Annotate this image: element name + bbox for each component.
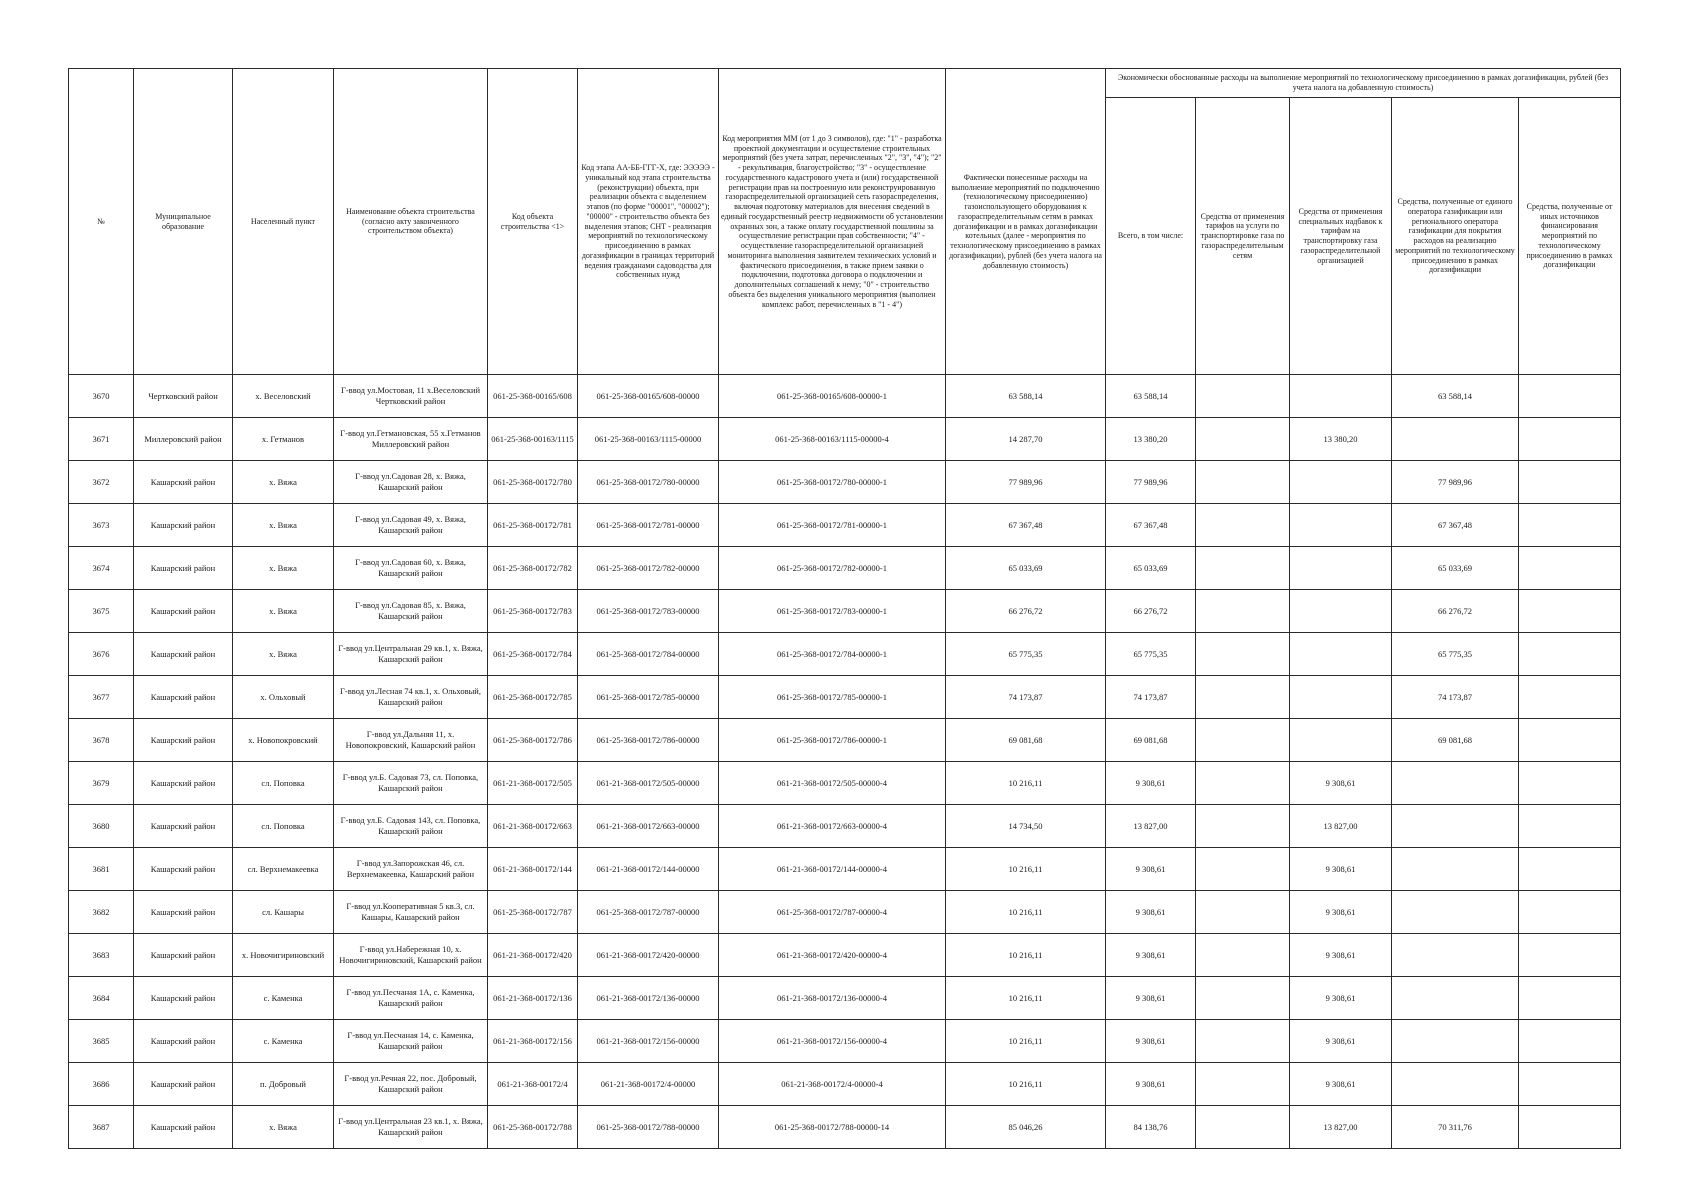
cell-object-code: 061-21-368-00172/136 [488, 977, 578, 1020]
cell-special-surcharge: 9 308,61 [1290, 762, 1392, 805]
cell-object-code: 061-21-368-00172/4 [488, 1063, 578, 1106]
cell-other-sources [1519, 805, 1621, 848]
cell-event-code: 061-21-368-00172/144-00000-4 [719, 848, 946, 891]
cell-actual-costs: 14 287,70 [946, 418, 1106, 461]
cell-total: 9 308,61 [1106, 891, 1196, 934]
cell-stage-code: 061-21-368-00172/663-00000 [578, 805, 719, 848]
header-event-code: Код мероприятия ММ (от 1 до 3 символов), где: "1" - разработка проектной документации и осуществление строительных мероприятий (без учета затрат, перечисленных "2", "3", "4"); "2" - рекультивация, благоустройство; "3" - осуществление государственного кадастрового учета и (или) государственной регистрации прав на построенную или реконструированную газораспределительной организацией сеть газораспределения, включая подготовку материалов для внесения сведений в единый государственный реестр недвижимости об установлении охранных зон, а также оплату государственной пошлины за осуществление регистрации прав собственности; "4" - осуществление газораспределительной организацией мониторинга выполнения заявителем технических условий и фактического присоединения, в также прием заявки о подключении, подготовка договора о подключении и дополнительных соглашений к нему; "0" - строительство объекта без выделения уникального мероприятия (выполнен комплекс работ, перечисленных в "1 - 4") [719, 69, 946, 375]
cell-event-code: 061-25-368-00163/1115-00000-4 [719, 418, 946, 461]
cell-object-code: 061-21-368-00172/420 [488, 934, 578, 977]
cell-special-surcharge [1290, 676, 1392, 719]
cell-other-sources [1519, 891, 1621, 934]
cell-actual-costs: 66 276,72 [946, 590, 1106, 633]
cell-object-name: Г-ввод ул.Садовая 49, х. Вяжа, Кашарский район [334, 504, 488, 547]
cell-special-surcharge [1290, 504, 1392, 547]
cell-object-name: Г-ввод ул.Центральная 23 кв.1, х. Вяжа, Кашарский район [334, 1106, 488, 1149]
cell-stage-code: 061-21-368-00172/144-00000 [578, 848, 719, 891]
cell-object-name: Г-ввод ул.Кооперативная 5 кв.3, сл. Кашары, Кашарский район [334, 891, 488, 934]
cell-settlement: х. Вяжа [233, 461, 334, 504]
cell-stage-code: 061-25-368-00172/784-00000 [578, 633, 719, 676]
cell-stage-code: 061-25-368-00165/608-00000 [578, 375, 719, 418]
cell-object-name: Г-ввод ул.Песчаная 14, с. Каменка, Кашарский район [334, 1020, 488, 1063]
cell-regional-operator [1392, 934, 1519, 977]
cell-regional-operator [1392, 1063, 1519, 1106]
cell-actual-costs: 77 989,96 [946, 461, 1106, 504]
table-row [69, 891, 1621, 934]
cell-total: 74 173,87 [1106, 676, 1196, 719]
cell-actual-costs: 10 216,11 [946, 848, 1106, 891]
cell-object-name: Г-ввод ул.Садовая 60, х. Вяжа, Кашарский район [334, 547, 488, 590]
cell-stage-code: 061-21-368-00172/136-00000 [578, 977, 719, 1020]
cell-stage-code: 061-25-368-00172/781-00000 [578, 504, 719, 547]
cell-actual-costs: 10 216,11 [946, 1063, 1106, 1106]
table-row [69, 977, 1621, 1020]
cell-event-code: 061-25-368-00172/783-00000-1 [719, 590, 946, 633]
cell-tariff-transport [1196, 461, 1290, 504]
cell-municipality: Кашарский район [134, 1106, 233, 1149]
cell-tariff-transport [1196, 891, 1290, 934]
cell-municipality: Кашарский район [134, 934, 233, 977]
cell-regional-operator: 69 081,68 [1392, 719, 1519, 762]
table-row [69, 1063, 1621, 1106]
cell-tariff-transport [1196, 676, 1290, 719]
table-row [69, 934, 1621, 977]
cell-special-surcharge: 9 308,61 [1290, 1063, 1392, 1106]
cell-object-name: Г-ввод ул.Запорожская 46, сл. Верхнемакеевка, Кашарский район [334, 848, 488, 891]
cell-special-surcharge [1290, 590, 1392, 633]
cell-municipality: Кашарский район [134, 1020, 233, 1063]
cell-tariff-transport [1196, 547, 1290, 590]
cell-stage-code: 061-25-368-00163/1115-00000 [578, 418, 719, 461]
cell-number: 3685 [69, 1020, 134, 1063]
cell-tariff-transport [1196, 1063, 1290, 1106]
table-row [69, 375, 1621, 418]
cell-municipality: Кашарский район [134, 848, 233, 891]
cell-regional-operator: 63 588,14 [1392, 375, 1519, 418]
table-row [69, 805, 1621, 848]
cell-object-code: 061-21-368-00172/144 [488, 848, 578, 891]
cell-actual-costs: 10 216,11 [946, 891, 1106, 934]
header-special-surcharge: Средства от применения специальных надбавок к тарифам на транспортировку газа газораспределительной организацией [1290, 98, 1392, 375]
cell-settlement: сл. Кашары [233, 891, 334, 934]
cell-regional-operator [1392, 1020, 1519, 1063]
cell-total: 9 308,61 [1106, 977, 1196, 1020]
cell-total: 63 588,14 [1106, 375, 1196, 418]
cell-number: 3674 [69, 547, 134, 590]
cell-total: 65 775,35 [1106, 633, 1196, 676]
cell-object-name: Г-ввод ул.Б. Садовая 143, сл. Поповка, Кашарский район [334, 805, 488, 848]
cell-tariff-transport [1196, 633, 1290, 676]
cell-total: 9 308,61 [1106, 934, 1196, 977]
header-num: № [69, 69, 134, 375]
cell-number: 3680 [69, 805, 134, 848]
cell-municipality: Кашарский район [134, 590, 233, 633]
cell-special-surcharge: 9 308,61 [1290, 977, 1392, 1020]
cell-stage-code: 061-21-368-00172/4-00000 [578, 1063, 719, 1106]
cell-number: 3686 [69, 1063, 134, 1106]
cell-stage-code: 061-21-368-00172/420-00000 [578, 934, 719, 977]
cell-stage-code: 061-21-368-00172/505-00000 [578, 762, 719, 805]
cell-settlement: х. Ольховый [233, 676, 334, 719]
cell-object-code: 061-25-368-00172/786 [488, 719, 578, 762]
cell-settlement: сл. Верхнемакеевка [233, 848, 334, 891]
cell-other-sources [1519, 590, 1621, 633]
cell-settlement: х. Вяжа [233, 547, 334, 590]
header-other-sources: Средства, полученные от иных источников финансирования мероприятий по технологическому присоединению в рамках догазификации [1519, 98, 1621, 375]
cell-settlement: х. Вяжа [233, 590, 334, 633]
cell-object-code: 061-25-368-00172/781 [488, 504, 578, 547]
cell-other-sources [1519, 676, 1621, 719]
cell-event-code: 061-21-368-00172/663-00000-4 [719, 805, 946, 848]
cell-settlement: п. Добровый [233, 1063, 334, 1106]
cell-event-code: 061-25-368-00172/782-00000-1 [719, 547, 946, 590]
cell-number: 3687 [69, 1106, 134, 1149]
cell-stage-code: 061-25-368-00172/786-00000 [578, 719, 719, 762]
cell-number: 3675 [69, 590, 134, 633]
cell-settlement: х. Новопокровский [233, 719, 334, 762]
cell-event-code: 061-25-368-00172/788-00000-14 [719, 1106, 946, 1149]
cell-settlement: х. Гетманов [233, 418, 334, 461]
cell-object-code: 061-25-368-00172/784 [488, 633, 578, 676]
table-row [69, 590, 1621, 633]
cell-municipality: Миллеровский район [134, 418, 233, 461]
cell-event-code: 061-25-368-00172/787-00000-4 [719, 891, 946, 934]
cell-actual-costs: 67 367,48 [946, 504, 1106, 547]
gasification-costs-table [68, 68, 1621, 1149]
cell-event-code: 061-25-368-00165/608-00000-1 [719, 375, 946, 418]
table-row [69, 1106, 1621, 1149]
table-row [69, 461, 1621, 504]
cell-object-name: Г-ввод ул.Набережная 10, х. Новочигириновский, Кашарский район [334, 934, 488, 977]
cell-stage-code: 061-25-368-00172/787-00000 [578, 891, 719, 934]
cell-other-sources [1519, 1020, 1621, 1063]
cell-object-code: 061-21-368-00172/156 [488, 1020, 578, 1063]
cell-total: 13 827,00 [1106, 805, 1196, 848]
cell-event-code: 061-25-368-00172/784-00000-1 [719, 633, 946, 676]
table-row [69, 633, 1621, 676]
cell-regional-operator: 65 033,69 [1392, 547, 1519, 590]
cell-stage-code: 061-21-368-00172/156-00000 [578, 1020, 719, 1063]
cell-actual-costs: 10 216,11 [946, 762, 1106, 805]
cell-special-surcharge: 13 380,20 [1290, 418, 1392, 461]
header-regional-operator: Средства, полученные от единого оператора газификации или регионального оператора газификации для покрытия расходов на реализацию мероприятий по технологическому присоединению в рамках догазификации [1392, 98, 1519, 375]
cell-regional-operator [1392, 418, 1519, 461]
cell-municipality: Кашарский район [134, 891, 233, 934]
cell-municipality: Кашарский район [134, 762, 233, 805]
header-settlement: Населенный пункт [233, 69, 334, 375]
cell-other-sources [1519, 1106, 1621, 1149]
cell-tariff-transport [1196, 1106, 1290, 1149]
cell-actual-costs: 74 173,87 [946, 676, 1106, 719]
cell-object-name: Г-ввод ул.Садовая 85, х. Вяжа, Кашарский район [334, 590, 488, 633]
cell-municipality: Кашарский район [134, 547, 233, 590]
header-economic-costs-group: Экономически обоснованные расходы на выполнение мероприятий по технологическому присоединению в рамках догазификации, рублей (без учета налога на добавленную стоимость) [1106, 69, 1621, 98]
cell-municipality: Кашарский район [134, 504, 233, 547]
cell-other-sources [1519, 1063, 1621, 1106]
cell-tariff-transport [1196, 719, 1290, 762]
cell-tariff-transport [1196, 418, 1290, 461]
cell-settlement: сл. Поповка [233, 762, 334, 805]
cell-actual-costs: 69 081,68 [946, 719, 1106, 762]
cell-special-surcharge: 13 827,00 [1290, 805, 1392, 848]
cell-object-name: Г-ввод ул.Гетмановская, 55 х.Гетманов Миллеровский район [334, 418, 488, 461]
cell-other-sources [1519, 547, 1621, 590]
cell-regional-operator: 74 173,87 [1392, 676, 1519, 719]
cell-stage-code: 061-25-368-00172/782-00000 [578, 547, 719, 590]
cell-special-surcharge: 9 308,61 [1290, 848, 1392, 891]
cell-special-surcharge: 13 827,00 [1290, 1106, 1392, 1149]
cell-object-code: 061-25-368-00165/608 [488, 375, 578, 418]
cell-regional-operator [1392, 891, 1519, 934]
cell-actual-costs: 65 775,35 [946, 633, 1106, 676]
table-row [69, 504, 1621, 547]
cell-other-sources [1519, 762, 1621, 805]
cell-regional-operator: 65 775,35 [1392, 633, 1519, 676]
cell-regional-operator: 70 311,76 [1392, 1106, 1519, 1149]
cell-total: 9 308,61 [1106, 1063, 1196, 1106]
cell-number: 3679 [69, 762, 134, 805]
cell-object-code: 061-21-368-00172/663 [488, 805, 578, 848]
cell-event-code: 061-21-368-00172/505-00000-4 [719, 762, 946, 805]
cell-actual-costs: 14 734,50 [946, 805, 1106, 848]
cell-object-name: Г-ввод ул.Мостовая, 11 х.Веселовский Чертковский район [334, 375, 488, 418]
cell-number: 3683 [69, 934, 134, 977]
cell-actual-costs: 10 216,11 [946, 1020, 1106, 1063]
cell-object-code: 061-25-368-00172/787 [488, 891, 578, 934]
cell-total: 9 308,61 [1106, 1020, 1196, 1063]
cell-municipality: Кашарский район [134, 1063, 233, 1106]
header-object-name: Наименование объекта строительства (согласно акту законченного строительством объекта) [334, 69, 488, 375]
cell-total: 9 308,61 [1106, 762, 1196, 805]
cell-number: 3672 [69, 461, 134, 504]
header-total: Всего, в том числе: [1106, 98, 1196, 375]
table-row [69, 676, 1621, 719]
cell-total: 65 033,69 [1106, 547, 1196, 590]
cell-settlement: х. Вяжа [233, 633, 334, 676]
document-sheet [68, 68, 1620, 1149]
cell-object-code: 061-25-368-00163/1115 [488, 418, 578, 461]
cell-other-sources [1519, 633, 1621, 676]
cell-total: 9 308,61 [1106, 848, 1196, 891]
cell-regional-operator: 77 989,96 [1392, 461, 1519, 504]
cell-object-code: 061-25-368-00172/783 [488, 590, 578, 633]
cell-municipality: Кашарский район [134, 719, 233, 762]
table-row [69, 418, 1621, 461]
cell-settlement: сл. Поповка [233, 805, 334, 848]
cell-tariff-transport [1196, 1020, 1290, 1063]
cell-stage-code: 061-25-368-00172/788-00000 [578, 1106, 719, 1149]
cell-regional-operator [1392, 977, 1519, 1020]
cell-municipality: Кашарский район [134, 633, 233, 676]
header-stage-code: Код этапа АА-ББ-ГГГ-Х, где: ЭЭЭЭЭ - уникальный код этапа строительства (реконструкции) объекта, при реализации объекта с выделением этапов (по форме "00001", "00002"); "00000" - строительство объекта без выделения этапов; СНТ - реализация мероприятий по технологическому присоединению в рамках догазификации в границах территорий ведения гражданами садоводства для собственных нужд [578, 69, 719, 375]
cell-actual-costs: 63 588,14 [946, 375, 1106, 418]
cell-number: 3670 [69, 375, 134, 418]
cell-settlement: х. Веселовский [233, 375, 334, 418]
cell-event-code: 061-21-368-00172/136-00000-4 [719, 977, 946, 1020]
cell-tariff-transport [1196, 848, 1290, 891]
table-body [69, 375, 1621, 1149]
cell-tariff-transport [1196, 504, 1290, 547]
cell-object-name: Г-ввод ул.Дальняя 11, х. Новопокровский, Кашарский район [334, 719, 488, 762]
cell-settlement: х. Вяжа [233, 1106, 334, 1149]
cell-total: 67 367,48 [1106, 504, 1196, 547]
cell-special-surcharge [1290, 719, 1392, 762]
table-row [69, 719, 1621, 762]
cell-settlement: х. Вяжа [233, 504, 334, 547]
cell-event-code: 061-21-368-00172/156-00000-4 [719, 1020, 946, 1063]
cell-settlement: с. Каменка [233, 1020, 334, 1063]
table-row [69, 1020, 1621, 1063]
cell-total: 66 276,72 [1106, 590, 1196, 633]
cell-tariff-transport [1196, 934, 1290, 977]
cell-regional-operator [1392, 805, 1519, 848]
table-header [69, 69, 1621, 375]
cell-tariff-transport [1196, 590, 1290, 633]
cell-special-surcharge [1290, 375, 1392, 418]
header-object-code: Код объекта строительства <1> [488, 69, 578, 375]
table-row [69, 547, 1621, 590]
cell-special-surcharge [1290, 633, 1392, 676]
cell-regional-operator [1392, 848, 1519, 891]
cell-regional-operator [1392, 762, 1519, 805]
cell-actual-costs: 85 046,26 [946, 1106, 1106, 1149]
cell-object-name: Г-ввод ул.Лесная 74 кв.1, х. Ольховый, Кашарский район [334, 676, 488, 719]
cell-settlement: х. Новочигириновский [233, 934, 334, 977]
cell-number: 3684 [69, 977, 134, 1020]
cell-number: 3678 [69, 719, 134, 762]
cell-special-surcharge: 9 308,61 [1290, 1020, 1392, 1063]
cell-other-sources [1519, 977, 1621, 1020]
cell-event-code: 061-21-368-00172/4-00000-4 [719, 1063, 946, 1106]
cell-number: 3671 [69, 418, 134, 461]
cell-municipality: Кашарский район [134, 977, 233, 1020]
cell-stage-code: 061-25-368-00172/785-00000 [578, 676, 719, 719]
cell-other-sources [1519, 719, 1621, 762]
header-municipality: Муниципальное образование [134, 69, 233, 375]
cell-actual-costs: 10 216,11 [946, 934, 1106, 977]
cell-object-code: 061-25-368-00172/785 [488, 676, 578, 719]
cell-stage-code: 061-25-368-00172/783-00000 [578, 590, 719, 633]
table-row [69, 762, 1621, 805]
header-tariff-transport: Средства от применения тарифов на услуги по транспортировке газа по газораспределительным сетям [1196, 98, 1290, 375]
cell-object-code: 061-21-368-00172/505 [488, 762, 578, 805]
cell-total: 69 081,68 [1106, 719, 1196, 762]
cell-number: 3677 [69, 676, 134, 719]
cell-regional-operator: 67 367,48 [1392, 504, 1519, 547]
table-row [69, 848, 1621, 891]
cell-object-name: Г-ввод ул.Б. Садовая 73, сл. Поповка, Кашарский район [334, 762, 488, 805]
cell-number: 3676 [69, 633, 134, 676]
cell-event-code: 061-21-368-00172/420-00000-4 [719, 934, 946, 977]
cell-total: 77 989,96 [1106, 461, 1196, 504]
cell-tariff-transport [1196, 977, 1290, 1020]
cell-other-sources [1519, 848, 1621, 891]
cell-event-code: 061-25-368-00172/781-00000-1 [719, 504, 946, 547]
cell-other-sources [1519, 461, 1621, 504]
cell-other-sources [1519, 934, 1621, 977]
cell-stage-code: 061-25-368-00172/780-00000 [578, 461, 719, 504]
cell-special-surcharge [1290, 547, 1392, 590]
cell-object-name: Г-ввод ул.Садовая 28, х. Вяжа, Кашарский район [334, 461, 488, 504]
cell-municipality: Кашарский район [134, 805, 233, 848]
cell-tariff-transport [1196, 762, 1290, 805]
cell-regional-operator: 66 276,72 [1392, 590, 1519, 633]
cell-actual-costs: 65 033,69 [946, 547, 1106, 590]
cell-object-code: 061-25-368-00172/788 [488, 1106, 578, 1149]
cell-event-code: 061-25-368-00172/786-00000-1 [719, 719, 946, 762]
cell-other-sources [1519, 375, 1621, 418]
cell-event-code: 061-25-368-00172/780-00000-1 [719, 461, 946, 504]
cell-object-name: Г-ввод ул.Песчаная 1А, с. Каменка, Кашарский район [334, 977, 488, 1020]
cell-actual-costs: 10 216,11 [946, 977, 1106, 1020]
cell-object-name: Г-ввод ул.Речная 22, пос. Добровый, Кашарский район [334, 1063, 488, 1106]
cell-special-surcharge [1290, 461, 1392, 504]
cell-municipality: Кашарский район [134, 461, 233, 504]
cell-other-sources [1519, 418, 1621, 461]
cell-object-name: Г-ввод ул.Центральная 29 кв.1, х. Вяжа, Кашарский район [334, 633, 488, 676]
cell-object-code: 061-25-368-00172/782 [488, 547, 578, 590]
header-actual-costs: Фактически понесенные расходы на выполнение мероприятий по подключению (технологическому присоединению) газоиспользующего оборудования к газораспределительным сетям в рамках догазификации и в рамках догазификации котельных (далее - мероприятия по технологическому присоединению в рамках догазификации), рублей (без учета налога на добавленную стоимость) [946, 69, 1106, 375]
cell-number: 3682 [69, 891, 134, 934]
cell-other-sources [1519, 504, 1621, 547]
cell-settlement: с. Каменка [233, 977, 334, 1020]
cell-total: 13 380,20 [1106, 418, 1196, 461]
cell-number: 3673 [69, 504, 134, 547]
cell-municipality: Кашарский район [134, 676, 233, 719]
cell-tariff-transport [1196, 375, 1290, 418]
cell-special-surcharge: 9 308,61 [1290, 934, 1392, 977]
cell-total: 84 138,76 [1106, 1106, 1196, 1149]
cell-tariff-transport [1196, 805, 1290, 848]
cell-event-code: 061-25-368-00172/785-00000-1 [719, 676, 946, 719]
cell-special-surcharge: 9 308,61 [1290, 891, 1392, 934]
cell-number: 3681 [69, 848, 134, 891]
cell-municipality: Чертковский район [134, 375, 233, 418]
cell-object-code: 061-25-368-00172/780 [488, 461, 578, 504]
